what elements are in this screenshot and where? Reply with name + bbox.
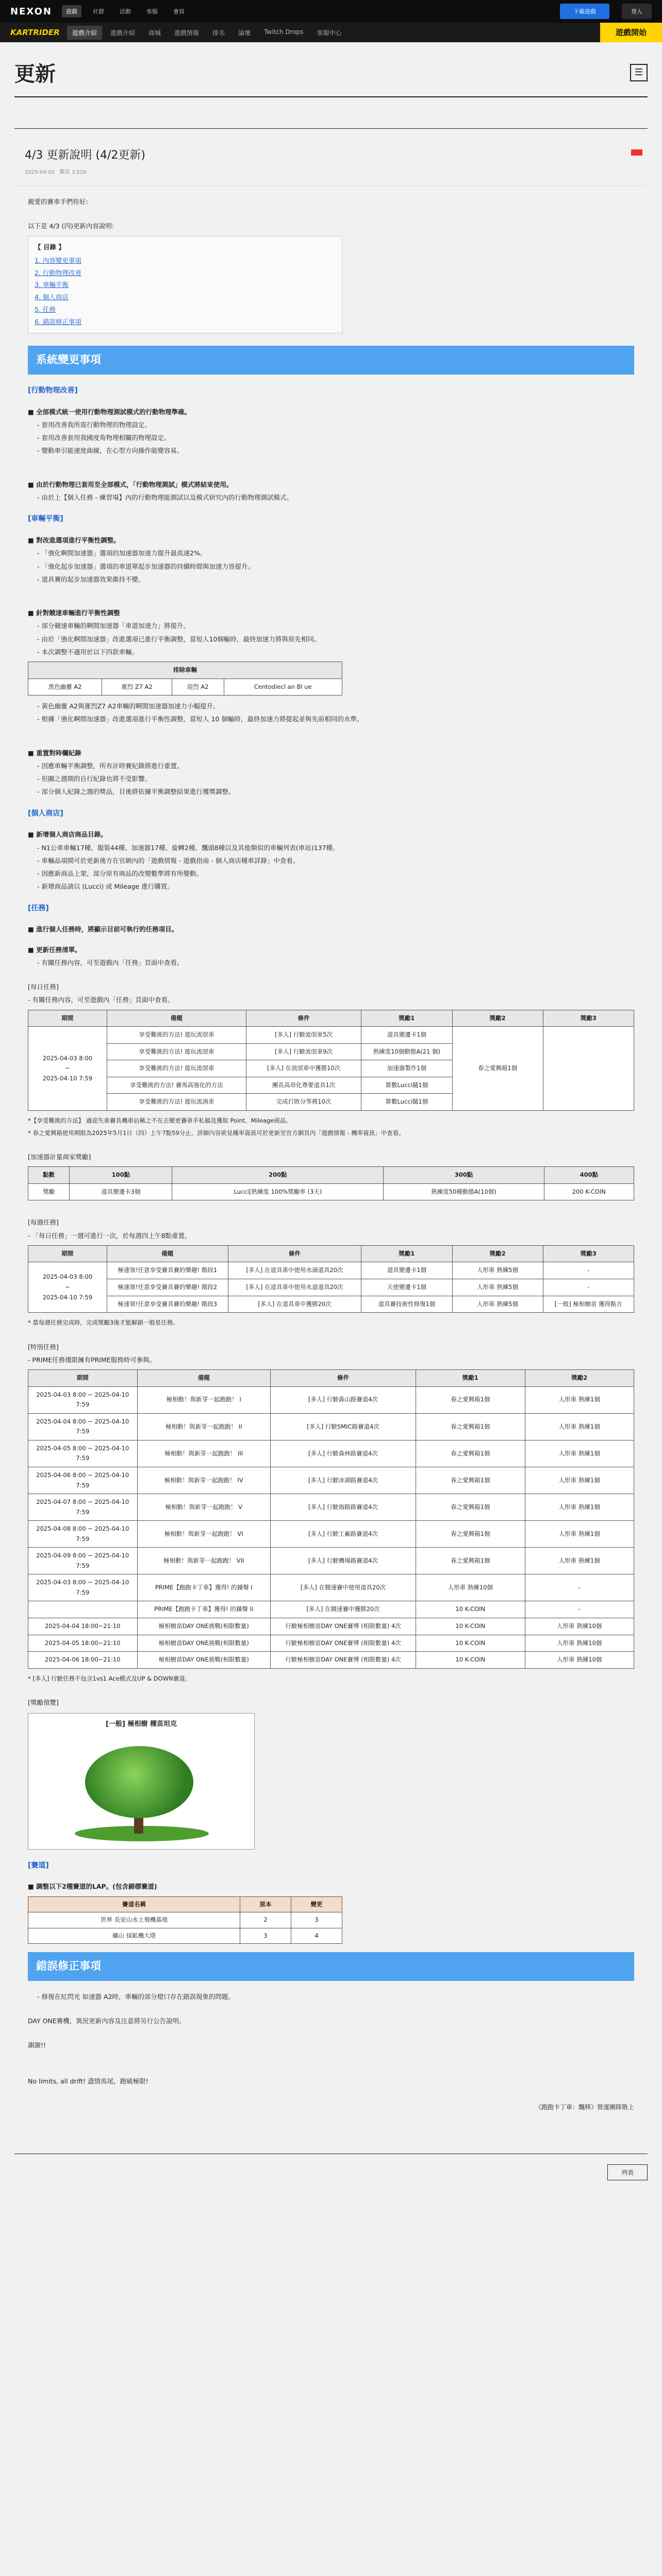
section-heading: [任務] <box>28 904 49 912</box>
table-header: 條件 <box>246 1010 361 1027</box>
game-nav-item[interactable]: 論壇 <box>238 29 251 37</box>
table-cell: 極相動！與新芽一起跑跑！ II <box>137 1413 271 1440</box>
table-cell: [多人] 在道具車中獲勝20次 <box>228 1296 361 1313</box>
list-item: - 修復在紅閃光 如速器 A2時，車輛的部分燈口存在錯誤現象的問題。 <box>37 1992 235 2001</box>
table-cell: [多人] 在競速賽中獲勝20次 <box>271 1601 416 1618</box>
table-cell: [多人] 行駛流氓車5次 <box>246 1027 361 1044</box>
table-cell: [多人] 行駛工廠路賽道4次 <box>271 1521 416 1548</box>
table-cell: 3 <box>240 1928 291 1944</box>
table-cell: 2025-04-07 8:00 ~ 2025-04-10 7:59 <box>28 1494 138 1521</box>
table-row <box>28 1601 634 1618</box>
post-views: 觀看 3,520 <box>59 170 87 175</box>
bullet-heading: ■ 進行個人任務時，將顯示目前可執行的任務項目。 <box>28 925 178 934</box>
post-footer <box>14 2154 648 2191</box>
table-cell: 算數Lucci隨1個 <box>361 1077 452 1094</box>
table-cell: 人形車 熟練1個 <box>525 1548 634 1574</box>
table-cell: [多人] 在道具車中使用水滴道具20次 <box>228 1262 361 1279</box>
table-cell: 行駛極相樹苗DAY ONE賽博 (相限數量) 4次 <box>271 1635 416 1652</box>
list-item: - 有關任務內容，可至遊戲內「任務」頁面中查看。 <box>28 996 174 1004</box>
table-cell: [多人] 在道具車中使用水道道具20次 <box>228 1279 361 1296</box>
table-cell: 2025-04-05 8:00 ~ 2025-04-10 7:59 <box>28 1440 138 1467</box>
table-cell: 2025-04-06 8:00 ~ 2025-04-10 7:59 <box>28 1467 138 1494</box>
table-cell: 人形車 熟練10個 <box>525 1652 634 1669</box>
daily-quest-table <box>28 1010 634 1111</box>
table-cell: 人形車 熟練1個 <box>525 1521 634 1548</box>
list-item: - 道具賽的起步加速器效果維持不變。 <box>37 575 145 583</box>
table-header: 300點 <box>384 1167 544 1184</box>
table-header: 期間 <box>28 1245 107 1262</box>
top-nav-item[interactable]: 活動 <box>120 8 131 15</box>
table-header: 條件 <box>271 1370 416 1387</box>
table-cell: [多人] 在競速賽中使用道具20次 <box>271 1574 416 1601</box>
table-cell <box>28 1601 138 1618</box>
reward-caption: [一般] 極相樹 種苗坦克 <box>106 1720 177 1728</box>
table-header: 期間 <box>28 1010 107 1027</box>
table-header: 獎勵1 <box>361 1245 452 1262</box>
list-item: - 「強化起步加速器」選項的車道單起步加速器的持續時間與加速力皆提升。 <box>37 562 254 570</box>
table-header: 變更 <box>291 1896 342 1912</box>
table-cell: 4 <box>291 1928 342 1944</box>
table-cell: 加速器製作1個 <box>361 1060 452 1077</box>
table-of-contents <box>28 236 342 334</box>
game-navbar <box>0 23 662 42</box>
list-item: - 變動車引能速度曲線，在心型方向操作能變容易。 <box>37 447 184 455</box>
table-cell: [多人] 行駛機場路賽道4次 <box>271 1548 416 1574</box>
closing-text: No limits, all drift! 盡情馬尾，跑破極限! <box>28 2077 148 2085</box>
table-cell: [多人] 行駛森林路賽道4次 <box>271 1440 416 1467</box>
table-cell: 春之愛興箱1個 <box>416 1467 525 1494</box>
list-item: - 套用改善套用我國度角物理相關的物理設定。 <box>37 434 171 442</box>
table-cell: PRIME【跑跑卡丁車】獲得! 的鐘聲 II <box>137 1601 271 1618</box>
download-button[interactable]: 下載遊戲 <box>560 4 609 19</box>
tree-image <box>28 1736 254 1849</box>
game-start-button[interactable]: 遊戲開始 <box>600 23 662 42</box>
list-item: - 黃色幽靈 A2與遲烈Z7 A2車輛的啊間加速器加速力小幅提升。 <box>37 702 220 710</box>
list-button[interactable]: 列表 <box>607 2164 648 2180</box>
table-cell: [一般] 極相樹苗 獲得點方 <box>543 1296 634 1313</box>
top-nav <box>62 5 560 18</box>
table-cell: 2025-04-04 8:00 ~ 2025-04-10 7:59 <box>28 1413 138 1440</box>
table-cell: 春之愛興箱1個 <box>416 1440 525 1467</box>
table-cell: - <box>543 1279 634 1296</box>
table-cell: 2025-04-03 8:00 ~ 2025-04-10 7:59 <box>28 1574 138 1601</box>
table-cell: [多人] 行駛SMIC路賽道4次 <box>271 1413 416 1440</box>
table-cell: 春之愛興箱1個 <box>416 1386 525 1413</box>
table-cell: 2025-04-04 18:00~21:10 <box>28 1618 138 1635</box>
section-heading: [車輛平衡] <box>28 515 63 523</box>
table-cell: 人形車 熟練10個 <box>416 1574 525 1601</box>
table-header: 獎勵1 <box>416 1370 525 1387</box>
table-row <box>28 1548 634 1574</box>
top-nav-item[interactable]: 遊戲 <box>62 5 81 18</box>
table-row <box>28 1413 634 1440</box>
list-item: - 但圖之週期的自行紀錄也將不受影響。 <box>37 775 151 783</box>
table-cell: 極相動！與新芽一起跑跑！ V <box>137 1494 271 1521</box>
game-nav-item[interactable]: 遊戲介紹 <box>110 29 136 37</box>
table-header: 獎勵2 <box>452 1245 543 1262</box>
table-cell: 極相樹苗DAY ONE挑戰(相限數量) <box>137 1652 271 1669</box>
table-cell: 道具變遷卡1個 <box>361 1027 452 1044</box>
table-cell: Lucci[熟練度 100%獎勵率 (3天) <box>172 1183 384 1200</box>
list-item: - 「每日任務」一週可進行一次，於每週四上午8點重置。 <box>28 1231 191 1240</box>
table-cell: 春之愛興箱1個 <box>416 1548 525 1574</box>
intro-text: 以下是 4/3 (四)更新內容說明: <box>28 222 114 230</box>
list-item: - 車輛品項開可於更新後方在官網內的「遊戲情報 - 遊戲指南 - 個人商店種車詳錄」中查看。 <box>37 856 300 865</box>
table-row <box>28 1574 634 1601</box>
table-cell: 2 <box>240 1912 291 1928</box>
period-cell: 2025-04-03 8:00 ~ 2025-04-10 7:59 <box>28 1262 107 1313</box>
section-bar: 錯誤修正事項 <box>28 1952 634 1981</box>
page-title: 更新 <box>14 62 56 86</box>
bullet-heading: ■ 調整以下2種賽道的LAP。(包含錦標賽道) <box>28 1883 157 1891</box>
list-item: - 部分競速車輛的啊間加速器「車道加速力」將提升。 <box>37 622 190 630</box>
table-cell: [多人] 行駛冰湖路賽道4次 <box>271 1467 416 1494</box>
table-header: 100點 <box>70 1167 172 1184</box>
note-text: * 春之愛興箱使用期限為2025年5月1日（四）上午7點59分止，詳細內容欲見種率資訊可於更新至官方網頁內「遊戲情報 - 機率資訊」中查看。 <box>28 1129 405 1137</box>
table-cell: 10 K-COIN <box>416 1652 525 1669</box>
points-reward-table <box>28 1166 634 1200</box>
toc-title: 【 目錄 】 <box>35 243 65 251</box>
section-heading: [賽道] <box>28 1861 49 1870</box>
game-nav-item[interactable]: 商城 <box>148 29 161 37</box>
table-row <box>28 1521 634 1548</box>
table-cell: 春之愛興箱1個 <box>416 1521 525 1548</box>
bullet-heading: ■ 重置對時欄紀錄 <box>28 749 81 757</box>
period-cell: 2025-04-03 8:00 ~ 2025-04-10 7:59 <box>28 1027 107 1111</box>
table-row <box>28 1494 634 1521</box>
table-cell: 享受難挑的方法! 遊玩流氓車 <box>107 1027 246 1044</box>
intro-text: 親愛的賽車手們你好: <box>28 198 88 206</box>
table-header: 期間 <box>28 1370 138 1387</box>
table-cell: 礦山 採鉱機大塔 <box>28 1928 240 1944</box>
table-cell: 天使變遷卡1個 <box>361 1279 452 1296</box>
table-cell: [多人] 在流氓車中獲勝10次 <box>246 1060 361 1077</box>
bullet-heading: ■ 更新任務清單。 <box>28 945 81 954</box>
top-nav-item[interactable]: 會員 <box>173 8 185 15</box>
table-cell: 迎烈 A2 <box>172 679 224 696</box>
signature: 《跑跑卡丁車：飄移》營運團隊敬上 <box>535 2103 634 2111</box>
toc-link[interactable]: 5. 任務 <box>35 305 56 313</box>
table-cell: 極相動！與新芽一起跑跑！ I <box>137 1386 271 1413</box>
sub-heading: [特別任務] <box>28 1343 59 1351</box>
table-header: 賽道名稱 <box>28 1896 240 1912</box>
list-item: - 套用改善我所需行動物理的物理設定。 <box>37 420 151 429</box>
table-cell: 人形車 熟練5個 <box>452 1279 543 1296</box>
table-cell: 人形車 熟練5個 <box>452 1296 543 1313</box>
table-row <box>28 1635 634 1652</box>
excluded-cars-table <box>28 662 342 696</box>
table-cell: 道具賽技術性修復1個 <box>361 1296 452 1313</box>
table-header: 備題 <box>107 1245 228 1262</box>
table-cell: 極相樹苗DAY ONE挑戰(相限數量) <box>137 1618 271 1635</box>
sub-heading: [加速器計量商家獎勵] <box>28 1153 91 1161</box>
track-lap-table <box>28 1896 342 1944</box>
table-cell: 人形車 熟練1個 <box>525 1440 634 1467</box>
game-nav-item[interactable]: 客服中心 <box>317 29 342 37</box>
list-item: - 有關任務內容，可至遊戲內「任務」頁面中查看。 <box>37 958 184 967</box>
top-nav-item[interactable]: 社群 <box>93 8 104 15</box>
table-row <box>28 1467 634 1494</box>
table-cell: 極相動！與新芽一起跑跑！ IV <box>137 1467 271 1494</box>
table-cell: [多人] 行駛流氓車9次 <box>246 1043 361 1060</box>
special-quest-table <box>28 1369 634 1668</box>
list-item: - 本次調整不適用於以下四款車輛。 <box>37 648 138 656</box>
sub-heading: [每週任務] <box>28 1218 59 1227</box>
bullet-heading: ■ 新增個人商店商品目錄。 <box>28 831 107 839</box>
list-item: - 「強化啊間加速器」選項的加速器加速力提升最高速2%。 <box>37 549 207 557</box>
table-header: 獎勵3 <box>543 1010 634 1027</box>
table-header: 原本 <box>240 1896 291 1912</box>
post-title: 4/3 更新說明 (4/2更新) <box>25 149 145 162</box>
table-cell: 遲烈 Z7 A2 <box>102 679 172 696</box>
list-item: - N1公車車輛17種、服裝44種、加速器17種、旋轉2種、飄頭8種以及其他類似的車輛列表(車站)137種。 <box>37 843 339 852</box>
toc-link[interactable]: 6. 錯誤修正事項 <box>35 317 81 326</box>
note-text: *【享受難挑的方法】 過迎失車賽具機車佔稱之不在去變更賽車手私稿及獲取 Point、Mileage商品。 <box>28 1117 292 1124</box>
nexon-logo[interactable]: NEXON <box>10 6 52 17</box>
list-item: - PRIME任務僅限擁有PRIME服務時可參與。 <box>28 1355 156 1364</box>
table-cell: 享受難挑的方法! 遊玩流淌車 <box>107 1094 246 1111</box>
table-cell: 2025-04-06 18:00~21:10 <box>28 1652 138 1669</box>
list-item: - 因應車輛平衡調整，所有計時賽紀錄將進行重置。 <box>37 761 184 770</box>
game-logo[interactable]: KARTRIDER <box>10 28 60 37</box>
menu-icon[interactable]: ☰ <box>630 64 648 81</box>
table-cell: 10 K-COIN <box>416 1618 525 1635</box>
table-cell: 熟練度50種動態A(10個) <box>384 1183 544 1200</box>
page-header <box>14 58 648 97</box>
table-cell: - <box>525 1574 634 1601</box>
toc-link[interactable]: 3. 車輛平衡 <box>35 281 69 289</box>
table-cell: 2025-04-08 8:00 ~ 2025-04-10 7:59 <box>28 1521 138 1548</box>
table-cell: 行駛極相樹苗DAY ONE賽博 (相限數量) 4次 <box>271 1652 416 1669</box>
table-cell: 黑色幽靈 A2 <box>28 679 102 696</box>
note-text: * [多人] 行駛任務不包含1vs1 Ace模式及UP & DOWN賽道。 <box>28 1674 191 1682</box>
table-cell: Centodiecl an Bl ue <box>224 679 342 696</box>
section-heading: [個人商店] <box>28 809 63 818</box>
table-row <box>28 1440 634 1467</box>
list-item: - 由於「強化啊間加速器」改進選項已進行平衡調整，當短人10個輸時，最終加速力將與原先相同。 <box>37 635 321 643</box>
table-header: 獎勵2 <box>452 1010 543 1027</box>
table-cell: 團長高昂化尊要道具1次 <box>246 1077 361 1094</box>
table-cell: 完成打敗分等務10次 <box>246 1094 361 1111</box>
flag-icon <box>631 149 642 156</box>
table-row <box>28 1652 634 1669</box>
toc-link[interactable]: 4. 個人商店 <box>35 293 69 301</box>
table-cell: 享受難挑的方法! 遊玩流氓車 <box>107 1060 246 1077</box>
table-cell: 2025-04-03 8:00 ~ 2025-04-10 7:59 <box>28 1386 138 1413</box>
list-item: - 根據「強化啊間加速器」改進選項進行平衡性調整，當短人 10 個輸時，最終加速力將提起並與先前相同的水準。 <box>37 715 363 723</box>
table-cell: 道具變遷卡1個 <box>361 1262 452 1279</box>
table-cell: 春之愛興箱1個 <box>416 1494 525 1521</box>
table-cell: 10 K-COIN <box>416 1635 525 1652</box>
table-row <box>28 1618 634 1635</box>
table-cell: 200 K-COIN <box>544 1183 634 1200</box>
table-cell: 世界 長安山水上飛機基地 <box>28 1912 240 1928</box>
weekly-quest-table <box>28 1245 634 1313</box>
top-navbar <box>0 0 662 23</box>
table-header: 獎勵2 <box>525 1370 634 1387</box>
table-cell: - <box>543 1262 634 1279</box>
table-cell: 10 K-COIN <box>416 1601 525 1618</box>
table-cell: 人形車 熟練1個 <box>525 1467 634 1494</box>
table-header: 排除車輛 <box>28 662 342 679</box>
reward-preview <box>28 1713 255 1849</box>
table-cell: 人形車 熟練1個 <box>525 1413 634 1440</box>
table-cell: 熟練度10個動態A(21 個) <box>361 1043 452 1060</box>
table-cell: 獎勵 <box>28 1183 70 1200</box>
table-header: 條件 <box>228 1245 361 1262</box>
table-cell: 2025-04-05 18:00~21:10 <box>28 1635 138 1652</box>
section-bar: 系統變更事項 <box>28 346 634 375</box>
table-header: 備題 <box>107 1010 246 1027</box>
list-item: - 因應新商品上架，部分原有商品的改變數準將有所變動。 <box>37 870 203 878</box>
post-body <box>14 186 648 2123</box>
toc-link[interactable]: 2. 行動物理改善 <box>35 268 81 277</box>
table-header: 獎勵3 <box>543 1245 634 1262</box>
post-meta <box>25 167 637 175</box>
game-nav <box>67 26 600 40</box>
table-cell: 極速領!任意享受賽具賽的樂趣! 階段1 <box>107 1262 228 1279</box>
table-cell: 極相動！與新芽一起跑跑！ VI <box>137 1521 271 1548</box>
sub-heading: [獎勵預覽] <box>28 1699 59 1707</box>
bullet-heading: ■ 由於行動物理已套用至全部模式，「行動物理測試」模式將結束使用。 <box>28 480 233 488</box>
top-nav-item[interactable]: 客服 <box>146 8 158 15</box>
table-cell: 享受難挑的方法! 遊玩流氓車 <box>107 1043 246 1060</box>
table-cell: 人形車 熟練10個 <box>525 1635 634 1652</box>
game-nav-item[interactable]: 遊戲介紹 <box>67 26 102 40</box>
table-header: 400點 <box>544 1167 634 1184</box>
table-cell: 人形車 熟練10個 <box>525 1618 634 1635</box>
login-button[interactable]: 登入 <box>622 4 652 19</box>
table-cell: 算數Lucci隨1個 <box>361 1094 452 1111</box>
bullet-heading: ■ 全部模式統一使用行動物理測試模式的行動物理準確。 <box>28 408 191 416</box>
table-cell: 極相動！與新芽一起跑跑！ VII <box>137 1548 271 1574</box>
game-nav-item[interactable]: 遊戲情報 <box>174 29 200 37</box>
closing-text: 謝謝!! <box>28 2041 46 2049</box>
table-cell: 人形車 熟練1個 <box>525 1386 634 1413</box>
note-text: * 當每週任務完成時，完成獎勵3後才能解鎖一般星任務。 <box>28 1319 179 1327</box>
list-item: - 部分個人紀錄之週的獎品，目後將依據平衡調整結果進行獲獎調整。 <box>37 788 235 796</box>
table-cell: 春之愛興箱1個 <box>416 1413 525 1440</box>
table-cell: 道具變遷卡3個 <box>70 1183 172 1200</box>
table-cell: [多人] 行駛海路路賽道4次 <box>271 1494 416 1521</box>
table-cell: 享受難挑的方法! 賽馬高強化的方法 <box>107 1077 246 1094</box>
section-heading: [行動物理改善] <box>28 386 78 395</box>
table-row <box>28 1386 634 1413</box>
sub-heading: [每日任務] <box>28 983 59 991</box>
table-cell: 人形車 熟練1個 <box>525 1494 634 1521</box>
table-cell: 極相動！與新芽一起跑跑！ III <box>137 1440 271 1467</box>
table-header: 點數 <box>28 1167 70 1184</box>
post-header <box>14 128 648 186</box>
closing-text: DAY ONE賽機，異況更新內容及注意將另行公告說明。 <box>28 2017 186 2025</box>
table-cell: PRIME【跑跑卡丁車】獲得! 的鐘聲 I <box>137 1574 271 1601</box>
table-header: 獎勵1 <box>361 1010 452 1027</box>
table-header: 200點 <box>172 1167 384 1184</box>
table-cell <box>543 1027 634 1111</box>
table-cell: 2025-04-09 8:00 ~ 2025-04-10 7:59 <box>28 1548 138 1574</box>
list-item: - 新增商品請以 (Lucci) 或 Mileage 進行購買。 <box>37 883 174 891</box>
table-header: 備題 <box>137 1370 271 1387</box>
table-cell: 極速領!任意享受賽具賽的樂趣! 階段2 <box>107 1279 228 1296</box>
toc-link[interactable]: 1. 內容變更事項 <box>35 256 81 264</box>
table-cell: [多人] 行駛森山路賽道4次 <box>271 1386 416 1413</box>
game-nav-item[interactable]: Twitch Drops <box>264 28 304 36</box>
list-item: - 由於上【個人任務 - 練習場】內的行動物理能測試以及模式研究內的行動物理測試模式。 <box>37 493 293 501</box>
table-cell: 行駛極相樹苗DAY ONE賽博 (相限數量) 4次 <box>271 1618 416 1635</box>
bullet-heading: ■ 針對競速車輛進行平衡性調整 <box>28 609 120 617</box>
game-nav-item[interactable]: 排名 <box>212 29 225 37</box>
table-cell: - <box>525 1601 634 1618</box>
table-cell: 極速領!任意享受賽具賽的樂趣! 階段3 <box>107 1296 228 1313</box>
bullet-heading: ■ 對改進選項進行平衡性調整。 <box>28 536 120 545</box>
table-cell: 3 <box>291 1912 342 1928</box>
post-date: 2025-04-02 <box>25 170 55 175</box>
table-cell: 春之愛興箱1個 <box>452 1027 543 1111</box>
table-cell: 極相樹苗DAY ONE挑戰(相限數量) <box>137 1635 271 1652</box>
table-cell: 人形車 熟練5個 <box>452 1262 543 1279</box>
